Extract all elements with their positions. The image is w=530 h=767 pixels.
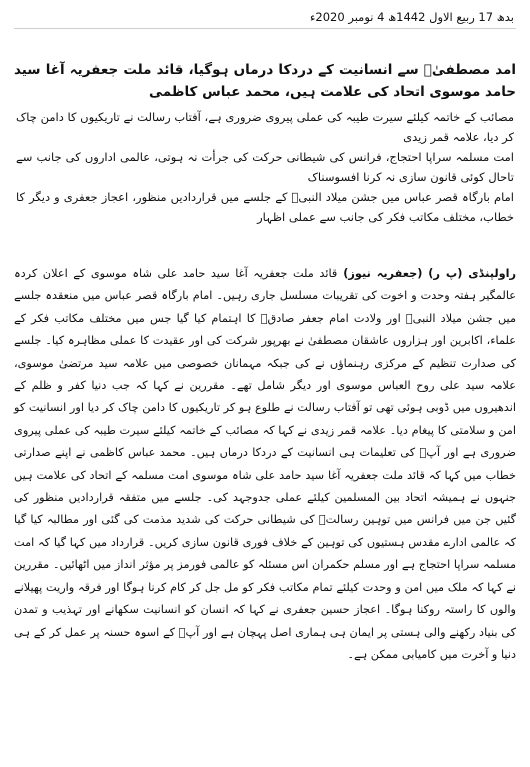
subhead-line: امت مسلمہ سراپا احتجاج، فرانس کی شیطانی حرکت کی جرأت نہ ہوتی، عالمی اداروں کی جانب سے تاحال کوئی قانون سازی نہ کرنا افسوسناک <box>16 150 514 184</box>
divider <box>14 28 516 29</box>
dateline: بدھ 17 ربیع الاول 1442ھ 4 نومبر 2020ء <box>310 10 514 24</box>
subheadlines <box>16 107 514 227</box>
article-body <box>14 263 516 666</box>
article-lead: راولپنڈی (پ ر) (جعفریہ نیوز) <box>337 267 516 280</box>
subhead-line: امام بارگاہ قصر عباس میں جشن میلاد النبیؐ کے جلسے میں قراردادیں منظور، اعجاز جعفری و دیگر کا خطاب، مختلف مکاتب فکر کی جانب سے عملی اظہار <box>16 190 514 224</box>
article-text: قائد ملت جعفریہ آغا سید حامد علی شاہ موسوی کے اعلان کردہ عالمگیر ہفتہ وحدت و اخوت کی تقریبات مسلسل جاری رہیں۔ امام بارگاہ قصر عباس میں منعقدہ جلسے میں جشن میلاد النبیؐ اور ولادت امام جعفر صادقؑ کا اہتمام کیا گیا جس میں مختلف مکاتب فکر کے علماء، اکابرین اور ہزاروں عاشقان مصطفیٰ نے بھرپور شرکت کی اور عقیدت کا عملی مظاہرہ کیا۔ جلسے کی صدارت تنظیم کے مرکزی رہنماؤں نے کی جبکہ مہمانان خصوصی میں علامہ سید مرتضیٰ موسوی، علامہ سید علی روح العباس موسوی اور دیگر شامل تھے۔ مقررین نے کہا کہ جب دنیا کفر و ظلم کے اندھیروں میں ڈوبی ہوئی تھی تو آفتاب رسالت نے طلوع ہو کر تاریکیوں کا دامن چاک کر دیا اور انسانیت کو امن و سلامتی کا پیغام دیا۔ علامہ قمر زیدی نے کہا کہ مصائب کے خاتمہ کیلئے سیرت طیبہ کی عملی پیروی ضروری ہے اور آپؐ کی تعلیمات ہی انسانیت کے دردکا درماں ہیں۔ محمد عباس کاظمی نے اپنے صدارتی خطاب میں کہا کہ قائد ملت جعفریہ آغا سید حامد علی شاہ موسوی امت مسلمہ کے اتحاد کی علامت ہیں جنہوں نے ہمیشہ اتحاد بین المسلمین کیلئے عملی جدوجہد کی۔ جلسے میں متفقہ قراردادیں منظور کی گئیں جن میں فرانس میں توہین رسالتؐ کی شیطانی حرکت کی شدید مذمت کی گئی اور مطالبہ کیا گیا کہ عالمی ادارے مقدس ہستیوں کی توہین کے خلاف فوری قانون سازی کریں۔ قرارداد میں کہا گیا کہ امت مسلمہ سراپا احتجاج ہے اور مسلم حکمران اس مسئلہ کو عالمی فورمز پر مؤثر انداز میں اٹھائیں۔ مقررین نے کہا کہ ملک میں امن و وحدت کیلئے تمام مکاتب فکر کو مل جل کر کام کرنا ہوگا اور فرقہ واریت پھیلانے والوں کا راستہ روکنا ہوگا۔ اعجاز حسین جعفری نے کہا کہ انسان کو انسانیت سکھانے اور تہذیب و تمدن کی بنیاد رکھنے والی ہستی پر ایمان ہی ہماری اصل پہچان ہے اور آپؐ کے اسوہ حسنہ پر عمل کر کے ہی دنیا و آخرت میں کامیابی ممکن ہے۔ <box>14 267 516 661</box>
headline: امد مصطفیٰؐ سے انسانیت کے دردکا درماں ہوگیا، قائد ملت جعفریہ آغا سید حامد موسوی اتحاد کی علامت ہیں، محمد عباس کاظمی <box>14 62 516 100</box>
subhead-line: مصائب کے خاتمہ کیلئے سیرت طیبہ کی عملی پیروی ضروری ہے، آفتاب رسالت نے تاریکیوں کا دامن چاک کر دیا، علامہ قمر زیدی <box>16 110 514 144</box>
